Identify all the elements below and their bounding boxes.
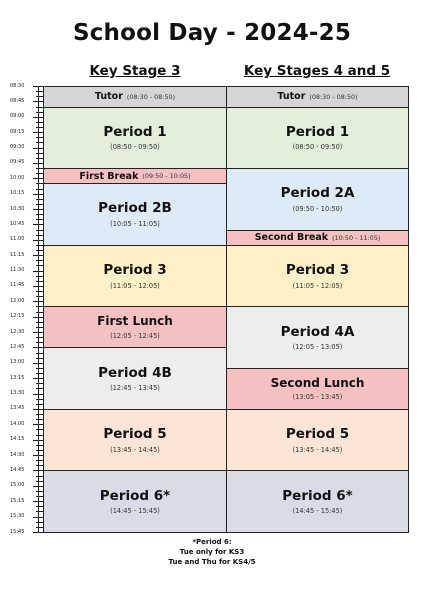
- time-axis-minor-tick: [36, 291, 43, 292]
- time-axis-tick: [33, 440, 43, 441]
- block-time: (08:30 - 08:50): [126, 92, 176, 101]
- time-axis-minor-tick: [36, 496, 43, 497]
- page-title: School Day - 2024-25: [72, 20, 352, 46]
- time-axis-tick: [33, 132, 43, 133]
- time-axis-tick: [33, 455, 43, 456]
- time-axis-minor-tick: [36, 358, 43, 359]
- time-axis-tick: [33, 501, 43, 502]
- time-axis-tick: [33, 224, 43, 225]
- time-axis-tick: [33, 255, 43, 256]
- block-name: Period 5: [103, 426, 167, 443]
- time-axis-tick: [33, 209, 43, 210]
- time-axis-minor-tick: [36, 522, 43, 523]
- block-name: Period 3: [285, 262, 350, 278]
- time-axis-tick: [33, 517, 43, 518]
- time-axis-tick: [33, 286, 43, 287]
- block-time: (08:30 - 08:50): [309, 92, 358, 101]
- time-axis: [0, 0, 44, 600]
- time-axis-tick: [33, 117, 43, 118]
- time-axis-tick: [33, 178, 43, 179]
- time-axis-minor-tick: [36, 460, 43, 461]
- time-axis-label: 13:15: [10, 374, 25, 381]
- time-axis-minor-tick: [36, 107, 43, 108]
- time-axis-minor-tick: [36, 96, 43, 97]
- timetable-block: [43, 245, 227, 308]
- time-axis-tick: [33, 347, 43, 348]
- time-axis-label: 10:45: [10, 220, 25, 227]
- time-axis-minor-tick: [36, 465, 43, 466]
- block-name: Period 6*: [99, 487, 171, 504]
- time-axis-minor-tick: [36, 189, 43, 190]
- block-time: (13:05 - 13:45): [292, 393, 343, 402]
- block-time: (10:50 - 11:05): [332, 233, 381, 242]
- block-time: (10:05 - 11:05): [110, 220, 160, 228]
- time-axis-tick: [33, 271, 43, 272]
- time-axis-tick: [33, 363, 43, 364]
- block-time: (13:45 - 14:45): [110, 445, 160, 454]
- block-time: (14:45 - 15:45): [292, 507, 343, 516]
- time-axis-minor-tick: [36, 296, 43, 297]
- timetable-block: [226, 107, 409, 170]
- time-axis-minor-tick: [36, 199, 43, 200]
- time-axis-minor-tick: [36, 337, 43, 338]
- time-axis-minor-tick: [36, 204, 43, 205]
- time-axis-tick: [33, 194, 43, 195]
- time-axis-label: 15:00: [10, 482, 25, 489]
- timetable-block: [43, 409, 227, 472]
- time-axis-tick: [33, 86, 43, 87]
- timetable-block: [226, 409, 409, 472]
- time-axis-label: 09:00: [10, 113, 25, 120]
- footnote: [0, 537, 424, 567]
- time-axis-label: 12:00: [10, 297, 25, 304]
- time-axis-minor-tick: [36, 173, 43, 174]
- time-axis-minor-tick: [36, 112, 43, 113]
- time-axis-minor-tick: [36, 368, 43, 369]
- time-axis-label: 10:15: [10, 190, 25, 197]
- block-name: Period 2B: [98, 200, 172, 217]
- time-axis-tick: [33, 332, 43, 333]
- block-name: First Break: [79, 170, 139, 182]
- block-time: (09:50 - 10:50): [292, 204, 343, 213]
- block-name: Period 2A: [280, 185, 355, 202]
- time-axis-minor-tick: [36, 383, 43, 384]
- block-time: (13:45 - 14:45): [292, 445, 343, 454]
- timetable-block: [43, 306, 227, 348]
- time-axis-label: 11:45: [10, 282, 25, 289]
- time-axis-label: 10:30: [10, 205, 25, 212]
- time-axis-label: 11:15: [10, 251, 25, 258]
- block-time: (08:50 - 09:50): [292, 143, 343, 152]
- block-name: Period 1: [285, 123, 350, 140]
- time-axis-label: 15:45: [10, 528, 25, 535]
- time-axis-minor-tick: [36, 445, 43, 446]
- time-axis-minor-tick: [36, 158, 43, 159]
- timetable-block: [226, 306, 409, 369]
- time-axis-minor-tick: [36, 250, 43, 251]
- timetable-block: [43, 347, 227, 410]
- time-axis-minor-tick: [36, 399, 43, 400]
- time-axis-tick: [33, 240, 43, 241]
- block-name: Period 4B: [98, 364, 172, 381]
- footnote-line: Tue and Thu for KS4/5: [168, 558, 256, 566]
- time-axis-tick: [33, 163, 43, 164]
- timetable-block: [226, 245, 409, 308]
- time-axis-minor-tick: [36, 429, 43, 430]
- time-axis-label: 14:45: [10, 466, 25, 473]
- time-axis-minor-tick: [36, 342, 43, 343]
- time-axis-label: 09:15: [10, 128, 25, 135]
- time-axis-minor-tick: [36, 183, 43, 184]
- time-axis-tick: [33, 470, 43, 471]
- time-axis-tick: [33, 394, 43, 395]
- time-axis-label: 12:45: [10, 343, 25, 350]
- time-axis-minor-tick: [36, 230, 43, 231]
- time-axis-label: 13:00: [10, 359, 25, 366]
- time-axis-tick: [33, 101, 43, 102]
- time-axis-label: 13:45: [10, 405, 25, 412]
- time-axis-label: 14:30: [10, 451, 25, 458]
- time-axis-minor-tick: [36, 419, 43, 420]
- column-header-ks45: Key Stages 4 and 5: [243, 63, 391, 79]
- timetable-block: [43, 168, 227, 185]
- time-axis-minor-tick: [36, 327, 43, 328]
- time-axis-minor-tick: [36, 91, 43, 92]
- time-axis-minor-tick: [36, 435, 43, 436]
- block-name: Tutor: [277, 91, 306, 103]
- time-axis-label: 11:30: [10, 267, 25, 274]
- block-time: (12:45 - 13:45): [110, 384, 160, 393]
- time-axis-minor-tick: [36, 312, 43, 313]
- time-axis-minor-tick: [36, 388, 43, 389]
- block-name: Period 3: [103, 262, 167, 278]
- time-axis-minor-tick: [36, 276, 43, 277]
- time-axis-label: 10:00: [10, 174, 25, 181]
- time-axis-label: 13:30: [10, 390, 25, 397]
- block-name: Period 6*: [282, 487, 353, 504]
- time-axis-label: 14:15: [10, 436, 25, 443]
- timetable-block: [43, 86, 227, 108]
- block-name: Period 1: [103, 123, 167, 140]
- timetable-block: [43, 183, 227, 246]
- time-axis-tick: [33, 409, 43, 410]
- time-axis-tick: [33, 424, 43, 425]
- block-name: Period 5: [285, 426, 350, 443]
- time-axis-label: 11:00: [10, 236, 25, 243]
- time-axis-minor-tick: [36, 168, 43, 169]
- time-axis-minor-tick: [36, 527, 43, 528]
- time-axis-label: 09:45: [10, 159, 25, 166]
- time-axis-minor-tick: [36, 265, 43, 266]
- timetable-block: [226, 470, 409, 533]
- block-name: Period 4A: [280, 323, 355, 340]
- time-axis-minor-tick: [36, 142, 43, 143]
- time-axis-minor-tick: [36, 245, 43, 246]
- block-time: (11:05 - 12:05): [110, 281, 160, 290]
- timetable-block: [226, 368, 409, 410]
- time-axis-label: 15:15: [10, 497, 25, 504]
- time-axis-tick: [33, 301, 43, 302]
- timetable-block: [226, 230, 409, 247]
- time-axis-minor-tick: [36, 235, 43, 236]
- time-axis-minor-tick: [36, 322, 43, 323]
- time-axis-minor-tick: [36, 219, 43, 220]
- block-name: Second Lunch: [270, 375, 365, 390]
- time-axis-label: 08:30: [10, 82, 25, 89]
- time-axis-label: 12:30: [10, 328, 25, 335]
- time-axis-minor-tick: [36, 476, 43, 477]
- time-axis-tick: [33, 317, 43, 318]
- time-axis-tick: [33, 148, 43, 149]
- time-axis-minor-tick: [36, 491, 43, 492]
- footnote-line: Tue only for KS3: [179, 548, 245, 556]
- time-axis-label: 12:15: [10, 313, 25, 320]
- block-time: (12:05 - 13:05): [292, 343, 343, 352]
- timetable-block: [43, 107, 227, 170]
- timetable-block: [226, 168, 409, 231]
- time-axis-tick: [33, 378, 43, 379]
- timetable-block: [226, 86, 409, 108]
- footnote-line: *Period 6:: [192, 538, 232, 546]
- time-axis-minor-tick: [36, 153, 43, 154]
- time-axis-minor-tick: [36, 414, 43, 415]
- time-axis-minor-tick: [36, 450, 43, 451]
- block-time: (11:05 - 12:05): [292, 281, 343, 290]
- time-axis-tick: [33, 532, 43, 533]
- time-axis-minor-tick: [36, 127, 43, 128]
- block-time: (09:50 - 10:05): [142, 172, 191, 181]
- time-axis-label: 09:30: [10, 144, 25, 151]
- time-axis-minor-tick: [36, 481, 43, 482]
- time-axis-minor-tick: [36, 306, 43, 307]
- time-axis-minor-tick: [36, 122, 43, 123]
- timetable-block: [43, 470, 227, 533]
- time-axis-minor-tick: [36, 137, 43, 138]
- time-axis-minor-tick: [36, 404, 43, 405]
- time-axis-label: 14:00: [10, 420, 25, 427]
- time-axis-label: 08:45: [10, 97, 25, 104]
- block-time: (08:50 - 09:50): [110, 143, 160, 152]
- time-axis-minor-tick: [36, 353, 43, 354]
- time-axis-minor-tick: [36, 506, 43, 507]
- time-axis-minor-tick: [36, 214, 43, 215]
- time-axis-minor-tick: [36, 260, 43, 261]
- block-name: First Lunch: [97, 314, 173, 329]
- time-axis-tick: [33, 486, 43, 487]
- time-axis-minor-tick: [36, 281, 43, 282]
- time-axis-minor-tick: [36, 511, 43, 512]
- block-time: (14:45 - 15:45): [110, 507, 160, 516]
- block-name: Tutor: [94, 91, 123, 103]
- time-axis-label: 15:30: [10, 513, 25, 520]
- block-time: (12:05 - 12:45): [110, 331, 160, 340]
- time-axis-minor-tick: [36, 373, 43, 374]
- block-name: Second Break: [254, 232, 329, 244]
- column-header-ks3: Key Stage 3: [89, 63, 181, 79]
